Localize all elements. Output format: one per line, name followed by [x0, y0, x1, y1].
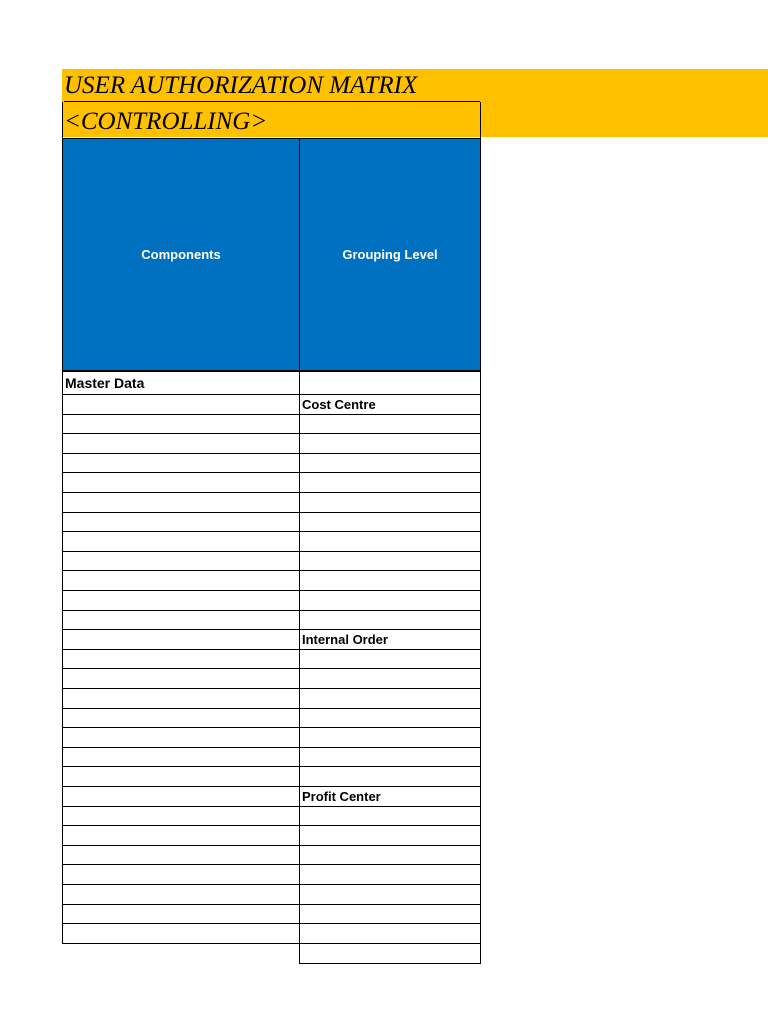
grid-cell[interactable]: [299, 551, 481, 572]
grid-cell[interactable]: [62, 786, 300, 807]
grid-cell[interactable]: [299, 610, 481, 631]
grid-cell[interactable]: [62, 629, 300, 650]
section-label-master-data[interactable]: Master Data: [62, 371, 300, 395]
grid-cell[interactable]: [299, 825, 481, 846]
grid-cell[interactable]: [299, 590, 481, 611]
grid-cell[interactable]: [62, 414, 300, 435]
grid-cell[interactable]: [62, 708, 300, 729]
column-header-grouping-level[interactable]: Grouping Level: [299, 138, 481, 371]
grid-cell[interactable]: [62, 610, 300, 631]
group-label[interactable]: Profit Center: [299, 786, 481, 807]
grid-cell[interactable]: [299, 433, 481, 454]
grid-cell[interactable]: [299, 766, 481, 787]
grid-cell[interactable]: [299, 904, 481, 925]
grid-cell[interactable]: [62, 512, 300, 533]
grid-cell[interactable]: [62, 747, 300, 768]
grid-cell[interactable]: [62, 453, 300, 474]
grid-cell[interactable]: [62, 492, 300, 513]
group-label[interactable]: Internal Order: [299, 629, 481, 650]
grid-cell[interactable]: [299, 923, 481, 944]
grid-cell[interactable]: [299, 472, 481, 493]
grid-cell[interactable]: [62, 904, 300, 925]
grid-cell[interactable]: [299, 727, 481, 748]
grid-cell[interactable]: [62, 727, 300, 748]
column-header-components[interactable]: Components: [62, 138, 300, 371]
grid-cell[interactable]: [299, 649, 481, 670]
grid-cell[interactable]: [299, 668, 481, 689]
grid-cell[interactable]: [62, 845, 300, 866]
grid-cell[interactable]: [299, 943, 481, 964]
grid-cell[interactable]: [299, 806, 481, 827]
grid-cell[interactable]: [299, 884, 481, 905]
title-divider-right: [480, 102, 481, 138]
grid-cell[interactable]: [299, 864, 481, 885]
grid-cell[interactable]: [62, 806, 300, 827]
grid-cell[interactable]: [62, 590, 300, 611]
grid-cell[interactable]: [62, 923, 300, 944]
grid-cell[interactable]: [299, 492, 481, 513]
grid-cell[interactable]: [62, 570, 300, 591]
grid-cell[interactable]: [62, 433, 300, 454]
grid-cell[interactable]: [62, 472, 300, 493]
grid-cell[interactable]: [299, 414, 481, 435]
grid-cell[interactable]: [299, 570, 481, 591]
grid-cell[interactable]: [299, 688, 481, 709]
grid-cell[interactable]: [299, 531, 481, 552]
grid-cell[interactable]: [62, 766, 300, 787]
grid-cell[interactable]: [62, 864, 300, 885]
grid-cell[interactable]: [62, 884, 300, 905]
page-subtitle: <CONTROLLING>: [64, 108, 268, 135]
grid-cell[interactable]: [299, 747, 481, 768]
grid-cell[interactable]: [299, 453, 481, 474]
grid-cell[interactable]: [62, 668, 300, 689]
title-divider-left: [62, 102, 63, 138]
page-title: USER AUTHORIZATION MATRIX: [64, 70, 480, 102]
grid-cell[interactable]: [299, 845, 481, 866]
grid-cell[interactable]: [62, 649, 300, 670]
grid-cell[interactable]: [62, 531, 300, 552]
grid-cell[interactable]: [62, 394, 300, 415]
group-label[interactable]: Cost Centre: [299, 394, 481, 415]
grid-cell[interactable]: [299, 708, 481, 729]
grid-cell[interactable]: [62, 688, 300, 709]
grid-cell[interactable]: [62, 551, 300, 572]
grid-cell[interactable]: [299, 371, 481, 395]
grid-cell[interactable]: [299, 512, 481, 533]
grid-cell[interactable]: [62, 825, 300, 846]
